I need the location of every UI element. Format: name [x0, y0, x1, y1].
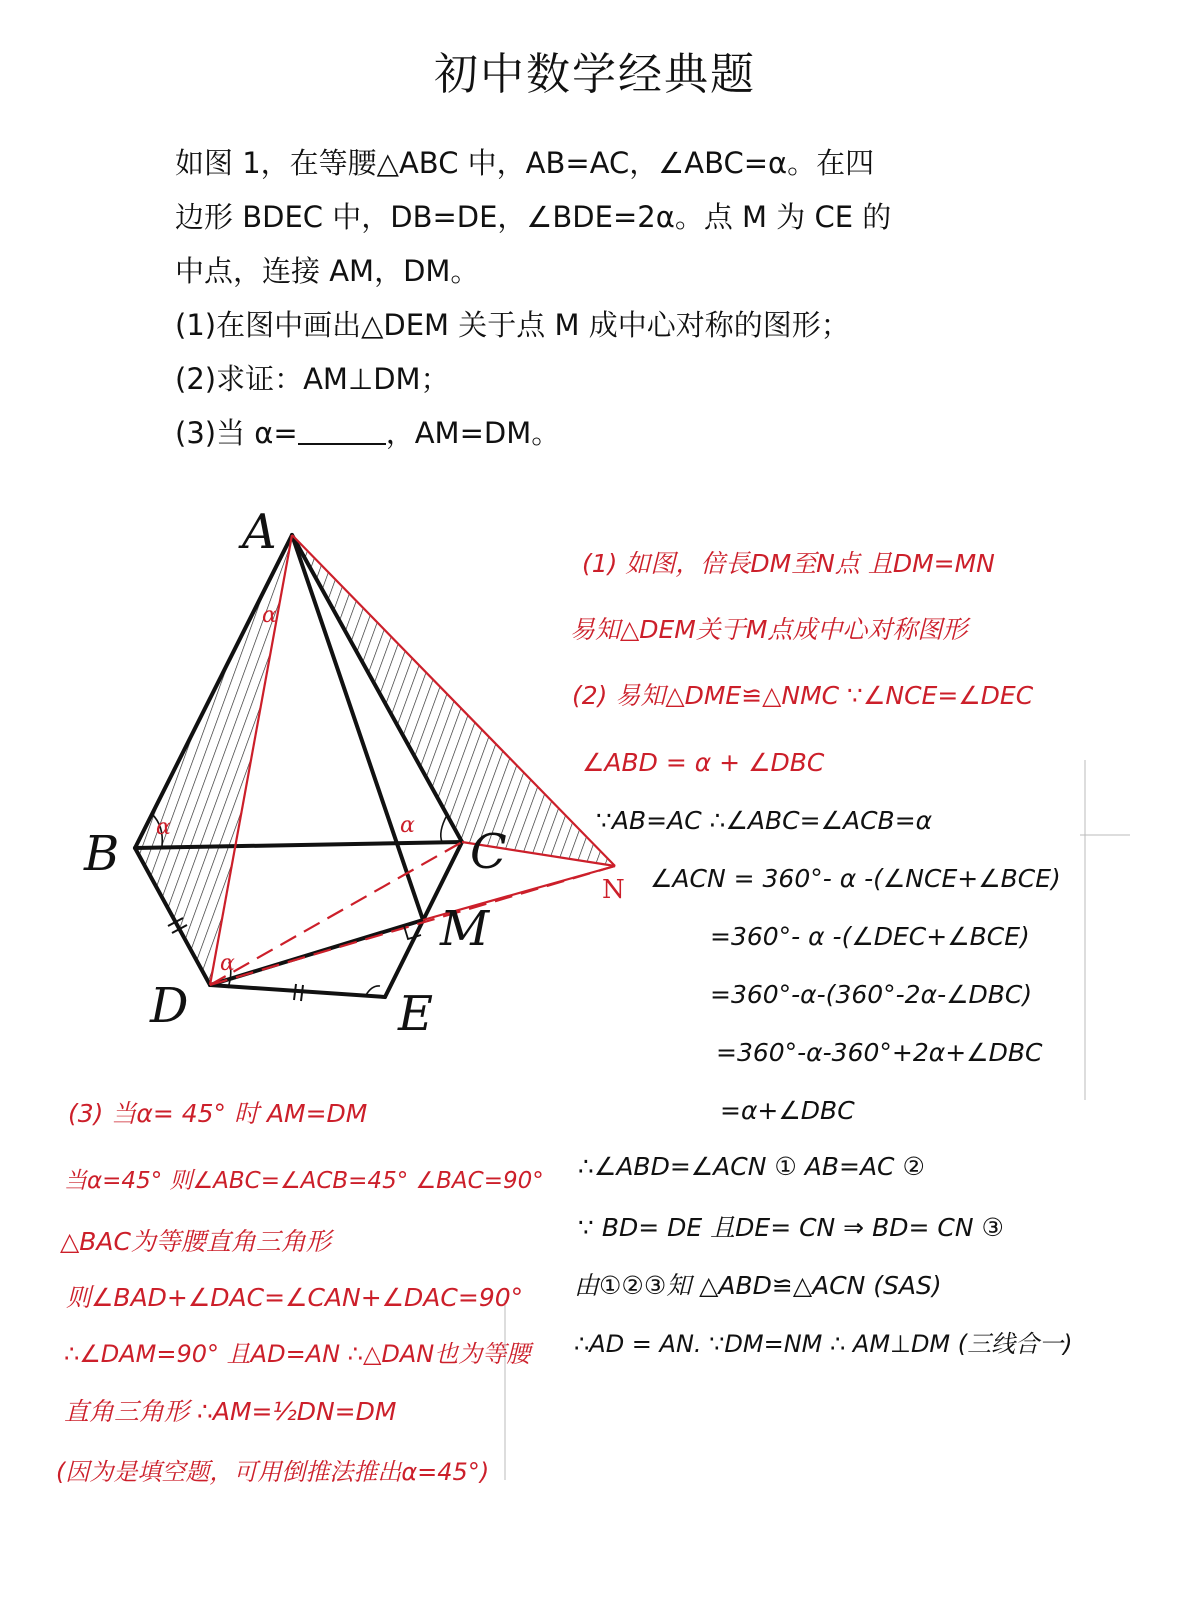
point-label-m: M	[440, 901, 490, 957]
page-title: 初中数学经典题	[434, 49, 756, 100]
solution-right-13: 由①②③知 △ABD≌△ACN (SAS)	[574, 1271, 942, 1300]
problem-line-3: 中点，连接 AM，DM。	[175, 254, 480, 288]
point-label-e: E	[398, 986, 434, 1042]
angle-alpha-c: α	[400, 813, 415, 838]
solution-right-3: (2) 易知△DME≌△NMC ∵∠NCE=∠DEC	[572, 681, 1034, 710]
solution-right-7: =360°- α -(∠DEC+∠BCE)	[710, 922, 1030, 951]
solution-left-5: ∴∠DAM=90° 且AD=AN ∴△DAN也为等腰	[64, 1340, 531, 1368]
problem-line-1: 如图 1，在等腰△ABC 中，AB=AC，∠ABC=α。在四	[175, 146, 875, 180]
angle-alpha-a: α	[262, 603, 277, 628]
solution-right-4: ∠ABD = α + ∠DBC	[582, 748, 825, 777]
solution-right-2: 易知△DEM关于M点成中心对称图形	[570, 615, 968, 644]
point-label-a: A	[242, 504, 277, 560]
point-label-b: B	[84, 826, 120, 882]
angle-alpha-d: α	[220, 951, 235, 976]
segment-de	[210, 985, 385, 997]
solution-left-2: 当α=45° 则∠ABC=∠ACB=45° ∠BAC=90°	[64, 1168, 544, 1194]
solution-right-6: ∠ACN = 360°- α -(∠NCE+∠BCE)	[650, 864, 1061, 893]
solution-left-3: △BAC为等腰直角三角形	[60, 1227, 331, 1256]
question-2: (2)求证：AM⊥DM；	[175, 362, 450, 396]
point-label-d: D	[150, 978, 189, 1034]
solution-right-14: ∴AD = AN. ∵DM=NM ∴ AM⊥DM (三线合一)	[574, 1330, 1073, 1358]
point-label-c: C	[470, 824, 507, 880]
segment-dc-dashed	[210, 842, 462, 985]
question-1: (1)在图中画出△DEM 关于点 M 成中心对称的图形；	[175, 308, 850, 342]
solution-right-9: =360°-α-360°+2α+∠DBC	[716, 1038, 1043, 1067]
angle-alpha-b: α	[156, 815, 171, 840]
solution-left-6: 直角三角形 ∴AM=½DN=DM	[64, 1397, 397, 1426]
solution-right-1: (1) 如图，倍長DM至N点 且DM=MN	[582, 549, 995, 578]
solution-right-10: =α+∠DBC	[720, 1096, 855, 1125]
solution-right-5: ∵AB=AC ∴∠ABC=∠ACB=α	[596, 806, 933, 835]
solution-right-8: =360°-α-(360°-2α-∠DBC)	[710, 980, 1033, 1009]
solution-left-7: (因为是填空题，可用倒推法推出α=45°)	[56, 1458, 490, 1486]
question-3-prefix: (3)当 α=	[175, 416, 298, 450]
point-label-n: N	[602, 875, 625, 905]
solution-left-1: (3) 当α= 45° 时 AM=DM	[68, 1099, 368, 1128]
problem-line-2: 边形 BDEC 中，DB=DE，∠BDE=2α。点 M 为 CE 的	[175, 200, 892, 234]
solution-left-4: 则∠BAD+∠DAC=∠CAN+∠DAC=90°	[66, 1283, 524, 1312]
solution-right-11: ∴∠ABD=∠ACN ① AB=AC ②	[578, 1152, 925, 1181]
solution-right-12: ∵ BD= DE 且DE= CN ⇒ BD= CN ③	[578, 1213, 1004, 1242]
question-3-suffix: ，AM=DM。	[385, 416, 561, 450]
